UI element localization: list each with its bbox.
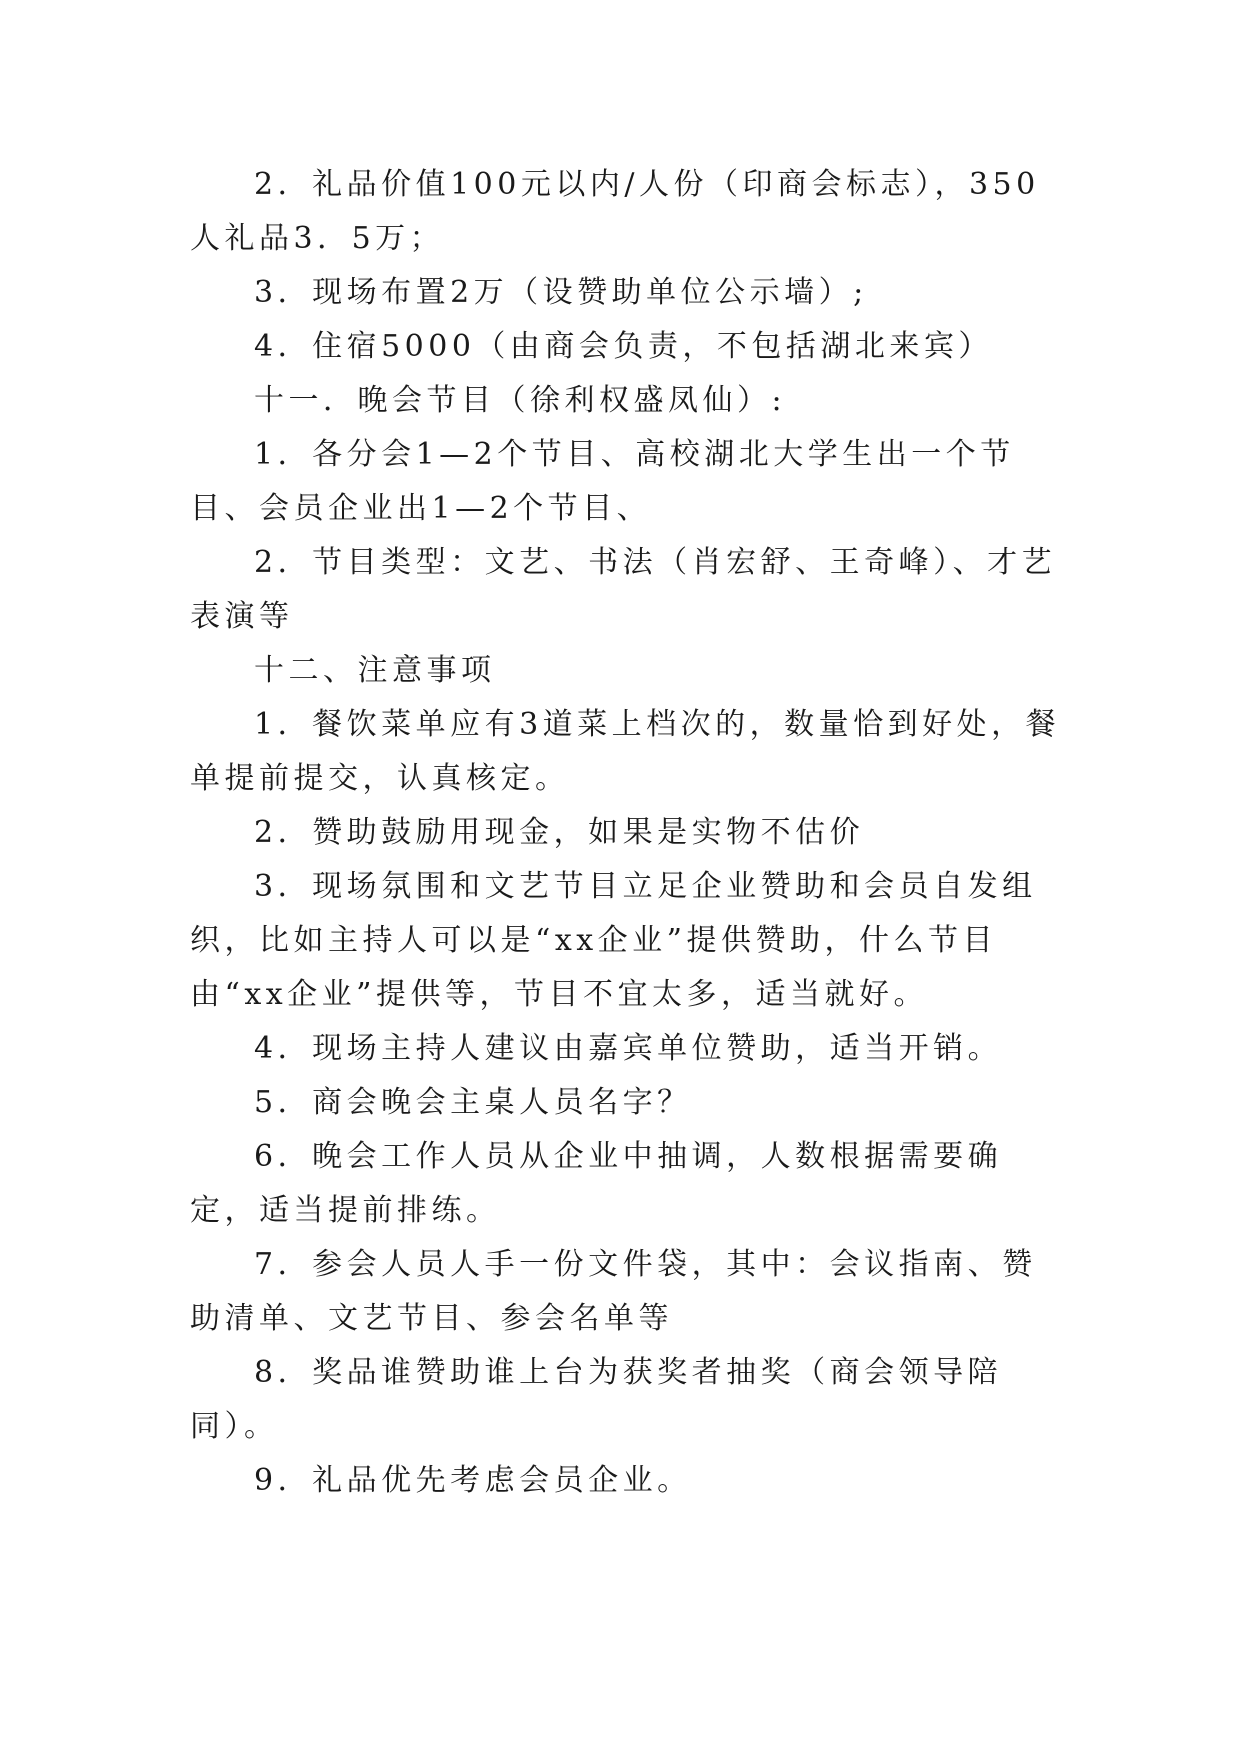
paragraph-note-main-table: 5．商会晚会主桌人员名字？	[254, 1085, 692, 1120]
paragraph-note-prizes: 8．奖品谁赞助谁上台为获奖者抽奖（商会领导陪同）。	[190, 1355, 1003, 1444]
document-body	[190, 158, 1070, 1508]
section-heading-notes: 十二、注意事项	[254, 653, 496, 688]
paragraph-note-gifts: 9．礼品优先考虑会员企业。	[254, 1463, 692, 1498]
paragraph-program-sources: 1．各分会1—2个节目、高校湖北大学生出一个节目、会员企业出1—2个节目、	[190, 437, 1015, 526]
paragraph-note-host: 4．现场主持人建议由嘉宾单位赞助，适当开销。	[254, 1031, 1003, 1066]
paragraph-gift-value: 2．礼品价值100元以内/人份（印商会标志），350人礼品3．5万；	[190, 167, 1040, 256]
paragraph-note-sponsorship: 2．赞助鼓励用现金，如果是实物不估价	[254, 815, 865, 850]
paragraph-accommodation: 4．住宿5000（由商会负责，不包括湖北来宾）	[254, 329, 993, 364]
section-heading-evening-program: 十一．晚会节目（徐利权盛凤仙）:	[254, 383, 787, 418]
paragraph-note-atmosphere: 3．现场氛围和文艺节目立足企业赞助和会员自发组织，比如主持人可以是“xx企业”提供赞助，什么节目由“xx企业”提供等，节目不宜太多，适当就好。	[190, 869, 1037, 1012]
paragraph-venue-setup: 3．现场布置2万（设赞助单位公示墙）;	[254, 275, 868, 310]
paragraph-program-types: 2．节目类型：文艺、书法（肖宏舒、王奇峰）、才艺表演等	[190, 545, 1057, 634]
paragraph-note-staff: 6．晚会工作人员从企业中抽调，人数根据需要确定，适当提前排练。	[190, 1139, 1003, 1228]
paragraph-note-menu: 1．餐饮菜单应有3道菜上档次的，数量恰到好处，餐单提前提交，认真核定。	[190, 707, 1061, 796]
paragraph-note-folder: 7．参会人员人手一份文件袋，其中：会议指南、赞助清单、文艺节目、参会名单等	[190, 1247, 1037, 1336]
